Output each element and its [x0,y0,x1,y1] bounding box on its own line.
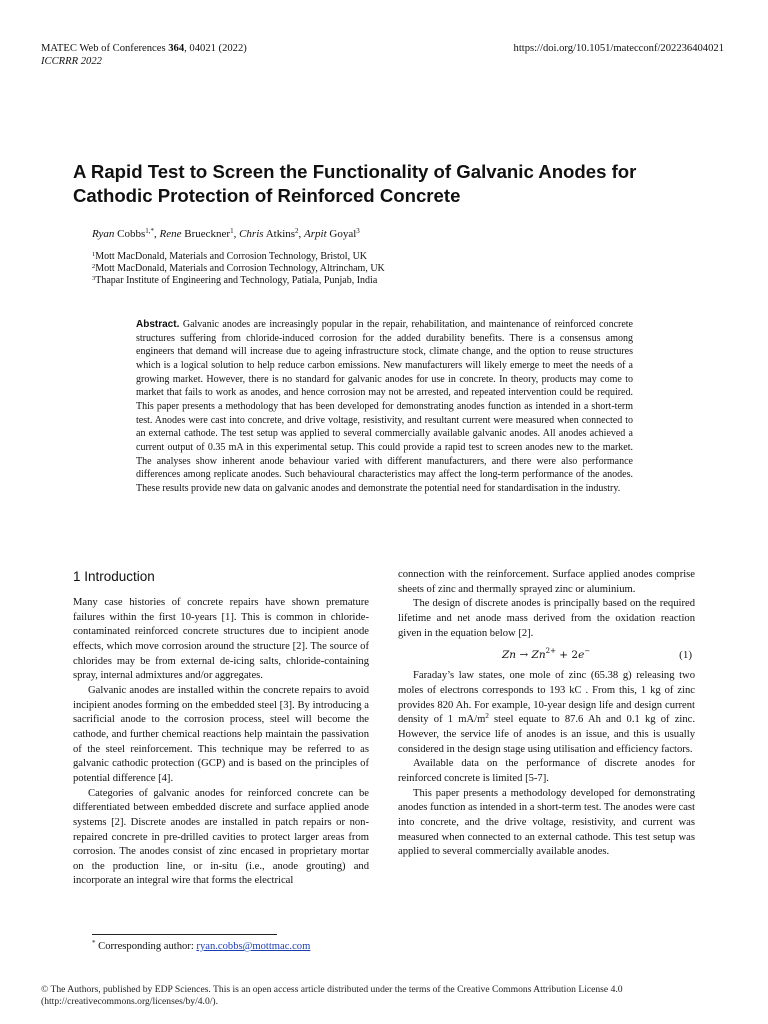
affiliation-item [92,275,385,287]
author-affiliation-mark: 1 [230,227,234,235]
affiliation-text: Mott MacDonald, Materials and Corrosion Technology, Altrincham, UK [95,263,385,274]
affiliation-mark: 2 [92,263,96,270]
conference-name: ICCRRR 2022 [41,56,102,67]
author-last-name: Atkins [263,228,296,240]
affiliation-text: Thapar Institute of Engineering and Technology, Patiala, Punjab, India [95,275,378,286]
footnote-mark: * [92,939,96,947]
abstract-text: Galvanic anodes are increasingly popular in the repair, rehabilitation, and maintenance of reinforced concrete structures suffering from chloride-induced corrosion for the added durability benefits. There is a consensus among engineers that demand will increase due to ageing infrastructure stock, climate change, and the option to reuse structures which is a logical solution to help reduce carbon emissions. New manufacturers will likely emerge to meet the needs of a growing market. However, there is no standard for galvanic anodes for use in concrete. In theory, products may come to market that fails to work as anodes, and hence corrosion may not be arrested, and repeated intervention could be required. This paper presents a methodology that has been developed for demonstrating anodes function as intended in a short-term test. Anodes were cast into concrete, and drive voltage, resistivity, and resultant current were measured when connected to an external cathode. The test setup was applied to several commercially available galvanic anodes. All anodes achieved a current output of 0.35 mA in this experimental setup. This could provide a rapid test to screen anodes new to the market. The analyses show inherent anode behaviour varied with different manufacturers, and there were also performance differences among replicate anodes. Such behavioural characteristics may affect the long-term performance of the anodes. These results provide new data on galvanic anodes and demonstrate the potential need for standardisation in the industry. [136,319,633,494]
paper-title: A Rapid Test to Screen the Functionality of Galvanic Anodes for Cathodic Protection of Reinforced Concrete [73,161,637,206]
author-affiliation-mark: 2 [295,227,299,235]
equation-charge: − [584,647,591,656]
superscript: 2 [485,712,489,721]
body-paragraph: This paper presents a methodology developed for demonstrating anodes function as intended in a short-term test. The anodes were cast into concrete, and the drive voltage, resistivity, and current was measured when connected to an external cathode. This test setup was applied to several commercially available anodes. [398,787,695,858]
doi-link[interactable]: https://doi.org/10.1051/matecconf/202236404021 [513,43,724,54]
abstract [136,318,633,496]
journal-article-number: , 04021 (2022) [184,43,247,54]
author-affiliation-mark: 1,* [145,227,155,235]
affiliation-list [92,251,385,287]
body-paragraph: Galvanic anodes are installed within the concrete repairs to avoid incipient anodes forming on the embedded steel [3]. By introducing a sacrificial anode to the corrosion process, steel will become the cathode, and further chemical reactions help maintain the passivation of the steel reinforcement. This technique may be referred to as galvanic cathodic protection (GCP) and is based on the principles of potential difference [4]. [73,684,369,784]
equation [398,645,695,667]
body-paragraph: Available data on the performance of discrete anodes for reinforced concrete is limited [5-7]. [398,758,695,784]
affiliation-item [92,263,385,275]
footnote [92,940,310,953]
equation-term: e [578,649,585,662]
body-paragraph: Categories of galvanic anodes for reinforced concrete can be differentiated between embedded discrete and surface applied anode systems [2]. Discrete anodes are installed in patch repairs or non-repaired concrete in pre-drilled cavities to protect larger areas from corrosion. The anodes consist of zinc encased in proprietary mortar on the production line, or in-situ (i.e., anode grouting) and incorporate an integral wire that forms the electrical [73,787,369,887]
author-last-name: Cobbs [114,228,146,240]
author-last-name: Brueckner [181,228,231,240]
equation-term: Zn [531,649,546,662]
equation-charge: 2+ [545,647,556,656]
body-paragraph: Many case histories of concrete repairs have shown premature failures within the first 10-years [1]. This is common in chloride-contaminated reinforced concrete structures due to incipient anode effects, which move corrosion around the structure [2]. The source of chlorides may be from external de-icing salts, chloride-containing spray, internal admixtures and/or aggregates. [73,597,369,682]
body-text: Faraday’s law states, one mole of zinc (65.38 g) releasing two moles of electrons corresponds to 193 kC . From this, 1 kg of zinc provides 820 Ah. For example, 10-year design life and design current density of 1 mA/m [398,670,695,726]
body-paragraph [398,669,695,757]
equation-term: Zn [502,649,517,662]
journal-citation [41,42,247,55]
equation-number: (1) [679,649,692,662]
author-first-name: Rene [159,228,182,240]
equation-expression [502,648,590,663]
author-list: Ryan Cobbs$^{1,*}$, Rene Brueckner$^1$, Chris Atkins$^2$, Arpit Goyal$^3$ [92,227,360,240]
abstract-label: Abstract. [136,319,180,330]
body-text: steel equate to 87.6 Ah and 0.1 kg of zinc. However, the service life of anodes is an issue, and this is usually considered in the design stage using utilisation and efficiency factors. [398,714,695,755]
footnote-label: Corresponding author: [95,941,197,952]
section-heading: 1 Introduction [73,569,155,584]
journal-name: MATEC Web of Conferences [41,43,169,54]
author-affiliation-mark: 3 [356,227,360,235]
author-first-name: Ryan [92,228,115,240]
body-paragraph: The design of discrete anodes is principally based on the required lifetime and net anode mass derived from the oxidation reaction given in the equation below [2]. [398,598,695,639]
affiliation-item [92,251,385,263]
author-last-name: Goyal [326,228,357,240]
journal-volume: 364 [168,43,185,54]
body-column-left [73,596,369,889]
affiliation-text: Mott MacDonald, Materials and Corrosion Technology, Bristol, UK [95,251,368,262]
email-link[interactable]: ryan.cobbs@mottmac.com [196,941,311,952]
equation-operator: + 2 [555,649,579,662]
footnote-rule [92,934,277,935]
author-first-name: Chris [239,228,264,240]
body-paragraph: connection with the reinforcement. Surface applied anodes comprise sheets of zinc and thermally sprayed zinc or aluminium. [398,569,695,595]
body-column-right [398,568,695,860]
license-notice: © The Authors, published by EDP Sciences. This is an open access article distributed under the terms of the Creative Commons Attribution License 4.0 (http://creativecommons.org/licenses/by/4.0/). [41,984,623,1007]
equation-arrow: → [516,649,532,662]
author-first-name: Arpit [304,228,327,240]
affiliation-mark: 3 [92,275,96,282]
affiliation-mark: 1 [92,251,96,258]
